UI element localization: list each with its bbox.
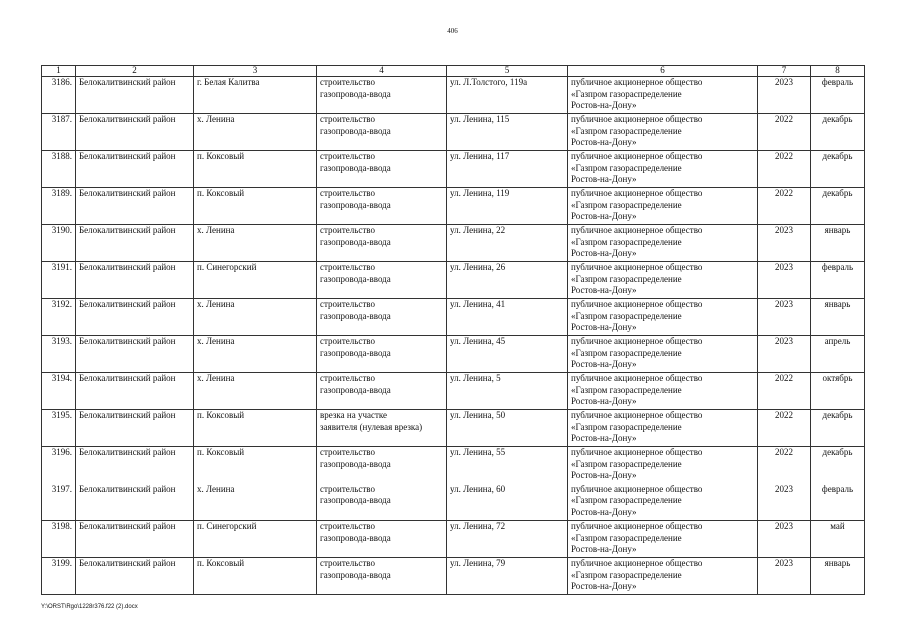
organization-cell <box>568 151 758 188</box>
work-type-cell-line: строительство <box>320 225 375 235</box>
row-number: 3195. <box>42 410 76 447</box>
locality-cell: х. Ленина <box>194 336 317 373</box>
work-type-cell-line: строительство <box>320 151 375 161</box>
work-type-cell-line: газопровода-ввода <box>320 532 391 543</box>
row-number: 3193. <box>42 336 76 373</box>
organization-cell-line: «Газпром газораспределение <box>571 532 682 543</box>
locality-cell: г. Белая Калитва <box>194 77 317 114</box>
address-cell: ул. Ленина, 5 <box>447 373 568 410</box>
address-cell: ул. Ленина, 119 <box>447 188 568 225</box>
row-number: 3192. <box>42 299 76 336</box>
organization-cell <box>568 262 758 299</box>
locality-cell: п. Коксовый <box>194 447 317 484</box>
work-type-cell <box>317 188 447 225</box>
table-row <box>42 225 865 262</box>
work-type-cell <box>317 521 447 558</box>
organization-cell-line: публичное акционерное общество <box>571 521 703 531</box>
work-type-cell <box>317 77 447 114</box>
organization-cell-line: «Газпром газораспределение <box>571 421 682 432</box>
locality-cell: х. Ленина <box>194 299 317 336</box>
organization-cell-line: «Газпром газораспределение <box>571 199 682 210</box>
row-number: 3191. <box>42 262 76 299</box>
organization-cell <box>568 558 758 595</box>
organization-cell-line: публичное акционерное общество <box>571 299 703 309</box>
year-cell: 2022 <box>758 447 811 484</box>
column-header: 3 <box>194 66 317 77</box>
work-type-cell <box>317 447 447 484</box>
organization-cell-line: Ростов-на-Дону» <box>571 100 637 110</box>
month-cell: май <box>811 521 865 558</box>
work-type-cell <box>317 225 447 262</box>
row-number: 3196. <box>42 447 76 484</box>
locality-cell: х. Ленина <box>194 114 317 151</box>
address-cell: ул. Ленина, 72 <box>447 521 568 558</box>
organization-cell-line: Ростов-на-Дону» <box>571 359 637 369</box>
row-number: 3198. <box>42 521 76 558</box>
district-cell: Белокалитвинский район <box>76 299 194 336</box>
work-type-cell-line: строительство <box>320 521 375 531</box>
table-row <box>42 336 865 373</box>
organization-cell-line: публичное акционерное общество <box>571 188 703 198</box>
organization-cell-line: публичное акционерное общество <box>571 558 703 568</box>
year-cell: 2023 <box>758 77 811 114</box>
work-type-cell-line: газопровода-ввода <box>320 458 391 469</box>
column-header: 6 <box>568 66 758 77</box>
year-cell: 2023 <box>758 521 811 558</box>
work-type-cell <box>317 299 447 336</box>
work-type-cell-line: строительство <box>320 483 375 494</box>
organization-cell-line: Ростов-на-Дону» <box>571 174 637 184</box>
organization-cell-line: публичное акционерное общество <box>571 225 703 235</box>
organization-cell-line: «Газпром газораспределение <box>571 495 682 505</box>
organization-cell-line: Ростов-на-Дону» <box>571 396 637 406</box>
organization-cell-line: публичное акционерное общество <box>571 151 703 161</box>
work-type-cell-line: строительство <box>320 447 375 457</box>
year-cell: 2023 <box>758 225 811 262</box>
organization-cell-line: «Газпром газораспределение <box>571 458 682 469</box>
organization-cell-line: публичное акционерное общество <box>571 336 703 346</box>
year-cell: 2023 <box>758 558 811 595</box>
address-cell: ул. Ленина, 22 <box>447 225 568 262</box>
organization-cell-line: Ростов-на-Дону» <box>571 506 637 517</box>
work-type-cell-line: газопровода-ввода <box>320 162 391 173</box>
work-type-cell-line: газопровода-ввода <box>320 347 391 358</box>
table-row <box>42 151 865 188</box>
organization-cell-line: Ростов-на-Дону» <box>571 285 637 295</box>
month-cell: декабрь <box>811 188 865 225</box>
header-row <box>42 66 865 77</box>
month-cell: февраль <box>811 262 865 299</box>
address-cell: ул. Ленина, 117 <box>447 151 568 188</box>
row-number: 3187. <box>42 114 76 151</box>
address-cell: ул. Ленина, 115 <box>447 114 568 151</box>
work-type-cell-line: газопровода-ввода <box>320 384 391 395</box>
organization-cell-line: «Газпром газораспределение <box>571 310 682 321</box>
organization-cell-line: публичное акционерное общество <box>571 373 703 383</box>
row-number: 3190. <box>42 225 76 262</box>
organization-cell <box>568 299 758 336</box>
district-cell: Белокалитвинский район <box>76 373 194 410</box>
organization-cell-line: Ростов-на-Дону» <box>571 544 637 554</box>
organization-cell <box>568 336 758 373</box>
locality-cell: п. Коксовый <box>194 410 317 447</box>
month-cell: декабрь <box>811 114 865 151</box>
work-type-cell-line: строительство <box>320 114 375 124</box>
organization-cell <box>568 410 758 447</box>
organization-cell-line: «Газпром газораспределение <box>571 384 682 395</box>
work-type-cell <box>317 151 447 188</box>
organization-cell-line: «Газпром газораспределение <box>571 569 682 580</box>
locality-cell: х. Ленина <box>194 373 317 410</box>
work-type-cell <box>317 262 447 299</box>
organization-cell-line: Ростов-на-Дону» <box>571 137 637 147</box>
organization-cell-line: «Газпром газораспределение <box>571 88 682 99</box>
organization-cell-line: публичное акционерное общество <box>571 447 703 457</box>
table-row <box>42 521 865 558</box>
table-row <box>42 373 865 410</box>
organization-cell-line: Ростов-на-Дону» <box>571 581 637 591</box>
locality-cell: х. Ленина <box>194 225 317 262</box>
month-cell: декабрь <box>811 410 865 447</box>
year-cell: 2022 <box>758 410 811 447</box>
district-cell: Белокалитвинский район <box>76 484 194 521</box>
work-type-cell-line: газопровода-ввода <box>320 273 391 284</box>
organization-cell <box>568 114 758 151</box>
organization-cell-line: «Газпром газораспределение <box>571 162 682 173</box>
work-type-cell <box>317 373 447 410</box>
year-cell: 2023 <box>758 299 811 336</box>
table-row <box>42 188 865 225</box>
district-cell: Белокалитвинский район <box>76 410 194 447</box>
page-number: 406 <box>447 27 458 35</box>
address-cell: ул. Л.Толстого, 119а <box>447 77 568 114</box>
work-type-cell-line: строительство <box>320 558 375 568</box>
organization-cell-line: публичное акционерное общество <box>571 483 703 494</box>
organization-cell <box>568 225 758 262</box>
year-cell: 2022 <box>758 188 811 225</box>
month-cell: декабрь <box>811 447 865 484</box>
organization-cell-line: публичное акционерное общество <box>571 77 703 87</box>
organization-cell-line: Ростов-на-Дону» <box>571 211 637 221</box>
organization-cell-line: «Газпром газораспределение <box>571 273 682 284</box>
organization-cell-line: «Газпром газораспределение <box>571 125 682 136</box>
year-cell: 2022 <box>758 373 811 410</box>
work-type-cell-line: строительство <box>320 188 375 198</box>
organization-cell-line: Ростов-на-Дону» <box>571 433 637 443</box>
organization-cell-line: публичное акционерное общество <box>571 114 703 124</box>
address-cell: ул. Ленина, 26 <box>447 262 568 299</box>
work-type-cell-line: строительство <box>320 336 375 346</box>
year-cell: 2022 <box>758 114 811 151</box>
organization-cell-line: публичное акционерное общество <box>571 410 703 420</box>
address-cell: ул. Ленина, 45 <box>447 336 568 373</box>
work-type-cell-line: газопровода-ввода <box>320 236 391 247</box>
table-row <box>42 262 865 299</box>
work-type-cell-line: заявителя (нулевая врезка) <box>320 421 423 432</box>
locality-cell: п. Коксовый <box>194 188 317 225</box>
table-row <box>42 447 865 484</box>
column-header: 1 <box>42 66 76 77</box>
table-body <box>42 77 865 595</box>
row-number: 3186. <box>42 77 76 114</box>
table-row <box>42 299 865 336</box>
address-cell: ул. Ленина, 50 <box>447 410 568 447</box>
organization-cell <box>568 77 758 114</box>
month-cell: апрель <box>811 336 865 373</box>
district-cell: Белокалитвинский район <box>76 188 194 225</box>
district-cell: Белокалитвинский район <box>76 336 194 373</box>
work-type-cell-line: строительство <box>320 299 375 309</box>
year-cell: 2023 <box>758 336 811 373</box>
column-header: 8 <box>811 66 865 77</box>
month-cell: январь <box>811 225 865 262</box>
organization-cell-line: Ростов-на-Дону» <box>571 470 637 480</box>
organization-cell <box>568 484 758 521</box>
district-cell: Белокалитвинский район <box>76 521 194 558</box>
month-cell: январь <box>811 299 865 336</box>
district-cell: Белокалитвинский район <box>76 77 194 114</box>
organization-cell <box>568 447 758 484</box>
organization-cell-line: «Газпром газораспределение <box>571 347 682 358</box>
month-cell: январь <box>811 558 865 595</box>
row-number: 3194. <box>42 373 76 410</box>
locality-cell: п. Синегорский <box>194 262 317 299</box>
year-cell: 2022 <box>758 151 811 188</box>
organization-cell-line: Ростов-на-Дону» <box>571 248 637 258</box>
row-number: 3197. <box>42 484 76 521</box>
work-type-cell <box>317 484 447 521</box>
work-type-cell-line: газопровода-ввода <box>320 310 391 321</box>
column-header: 4 <box>317 66 447 77</box>
organization-cell <box>568 373 758 410</box>
month-cell: февраль <box>811 484 865 521</box>
column-header: 7 <box>758 66 811 77</box>
row-number: 3199. <box>42 558 76 595</box>
district-cell: Белокалитвинский район <box>76 114 194 151</box>
table-row <box>42 410 865 447</box>
organization-cell-line: публичное акционерное общество <box>571 262 703 272</box>
work-type-cell <box>317 336 447 373</box>
work-type-cell-line: газопровода-ввода <box>320 569 391 580</box>
table-row <box>42 77 865 114</box>
table-row <box>42 558 865 595</box>
organization-cell <box>568 188 758 225</box>
work-type-cell-line: газопровода-ввода <box>320 88 391 99</box>
district-cell: Белокалитвинский район <box>76 151 194 188</box>
district-cell: Белокалитвинский район <box>76 262 194 299</box>
organization-cell-line: «Газпром газораспределение <box>571 236 682 247</box>
locality-cell: п. Коксовый <box>194 151 317 188</box>
row-number: 3188. <box>42 151 76 188</box>
locality-cell: х. Ленина <box>194 484 317 521</box>
district-cell: Белокалитвинский район <box>76 225 194 262</box>
work-type-cell-line: строительство <box>320 77 375 87</box>
year-cell: 2023 <box>758 484 811 521</box>
column-header: 2 <box>76 66 194 77</box>
organization-cell <box>568 521 758 558</box>
district-cell: Белокалитвинский район <box>76 558 194 595</box>
table-row <box>42 484 865 521</box>
work-type-cell-line: газопровода-ввода <box>320 495 391 505</box>
address-cell: ул. Ленина, 55 <box>447 447 568 484</box>
work-type-cell-line: врезка на участке <box>320 410 388 420</box>
row-number: 3189. <box>42 188 76 225</box>
work-type-cell-line: строительство <box>320 262 375 272</box>
column-header: 5 <box>447 66 568 77</box>
locality-cell: п. Синегорский <box>194 521 317 558</box>
work-type-cell <box>317 558 447 595</box>
address-cell: ул. Ленина, 60 <box>447 484 568 521</box>
organization-cell-line: Ростов-на-Дону» <box>571 322 637 332</box>
work-type-cell-line: газопровода-ввода <box>320 199 391 210</box>
address-cell: ул. Ленина, 79 <box>447 558 568 595</box>
month-cell: февраль <box>811 77 865 114</box>
locality-cell: п. Коксовый <box>194 558 317 595</box>
month-cell: октябрь <box>811 373 865 410</box>
address-cell: ул. Ленина, 41 <box>447 299 568 336</box>
month-cell: декабрь <box>811 151 865 188</box>
table-row <box>42 114 865 151</box>
year-cell: 2023 <box>758 262 811 299</box>
work-type-cell <box>317 114 447 151</box>
work-type-cell <box>317 410 447 447</box>
gasification-table <box>41 65 865 595</box>
file-path-footer: Y:\ORST\Rgo\1228r376.f22 (2).docx <box>41 604 138 610</box>
work-type-cell-line: строительство <box>320 373 375 383</box>
district-cell: Белокалитвинский район <box>76 447 194 484</box>
work-type-cell-line: газопровода-ввода <box>320 125 391 136</box>
